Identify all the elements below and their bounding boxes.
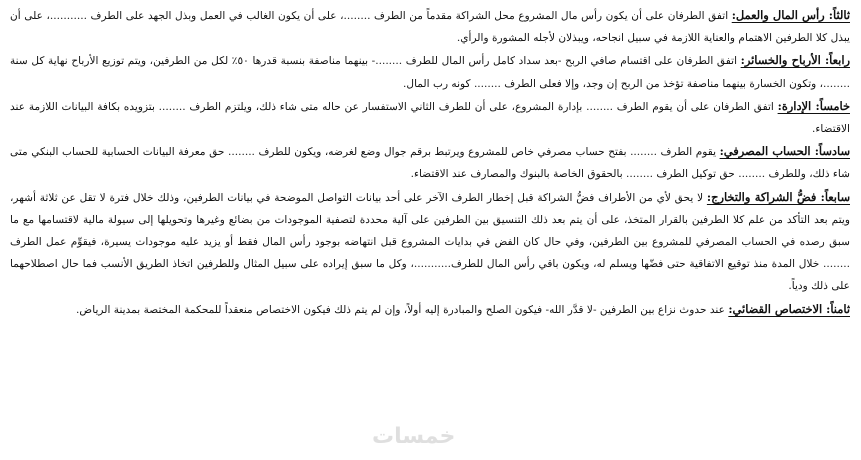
clause-profits-and-losses <box>10 49 850 94</box>
clause-heading: سابعاً: فضُّ الشراكة والتخارج: <box>706 189 850 204</box>
clause-heading: سادساً: الحساب المصرفي: <box>719 144 850 159</box>
clause-text: يقوم الطرف ........ بفتح حساب مصرفي خاص للمشروع ويرتبط برقم جوال وضع لغرضه، ويكون للطرف ........ حق معرفة البيانات الحسابية للحساب البنكي متى شاء ذلك، وللطرف ........ حق توكيل الطرف ........ بالحقوق الخاصة بالبنوك والمصارف عند الاقتضاء. <box>10 146 850 181</box>
clause-text: اتفق الطرفان على اقتسام صافي الربح -بعد سداد كامل رأس المال للطرف ........- بينهما مناصفة بنسبة قدرها ٥٠٪ لكل من الطرفين، ويتم توزيع الأرباح نهاية كل سنة ........، وتكون الخسارة بينهما مناصفة تؤخذ من الربح إن وجد، وإلا فعلى الطرف ........ كونه رب المال. <box>10 55 850 90</box>
clause-heading: رابعاً: الأرباح والخسائر: <box>740 53 850 68</box>
clause-heading: ثامناً: الاختصاص القضائي: <box>728 301 850 316</box>
clause-text: اتفق الطرفان على أن يقوم الطرف ........ بإدارة المشروع، على أن للطرف الثاني الاستفسار عن حاله متى شاء ذلك، ويلتزم الطرف ........ بتزويده بكافة البيانات اللازمة عند الاقتضاء. <box>10 100 850 136</box>
clause-capital-and-work <box>10 4 850 49</box>
clause-text: اتفق الطرفان على أن يكون رأس مال المشروع محل الشراكة مقدماً من الطرف ........، على أن يكون الغالب في العمل وبذل الجهد على الطرف ...........، على أن يبذل كلا الطرفين الاهتمام والعناية اللازمة في سبيل انجاحه، ويبذلان لأجله المشورة والرأي. <box>10 10 850 45</box>
clause-heading: ثالثاً: رأس المال والعمل: <box>731 8 850 22</box>
watermark-logo: خمسات <box>372 424 456 449</box>
clause-heading: خامساً: الإدارة: <box>777 98 850 113</box>
clause-management <box>10 95 850 140</box>
clause-bank-account <box>10 140 850 185</box>
clause-dissolution-and-exit <box>10 186 850 298</box>
contract-document <box>10 4 850 321</box>
clause-text: لا يحق لأي من الأطراف فضُّ الشراكة قبل إخطار الطرف الآخر على أحد بيانات التواصل الموضحة في بيانات الطرفين، وذلك خلال فترة لا تقل عن ثلاثة أشهر، ويتم بعد التأكد من علم كلا الطرفين بالقرار المتخذ، على أن يتم بعد ذلك التنسيق بين الطرفين على آلية محددة لتصفية الموجودات من بضائع وغيرها وتحويلها إلى سيولة مالية لاقتسامها مع ما سبق رصده في الحساب المصرفي للمشروع بين الطرفين، وفي حال كان الفض في بدايات المشروع قبل انتهاضه بوجود رأس المال فقط أو يزيد عليه موجودات يسيرة، فيقوِّم عمل الطرف ........ خلال المدة منذ توقيع الاتفاقية حتى فضّها ويسلم له، ويكون باقي رأس المال للطرف...........، وكل ما سبق إيراده على سبيل المثال وللطرفين اتخاذ الطريق الأنسب فما حال اصطلاحهما على ذلك ودياً. <box>10 191 850 293</box>
clause-text: عند حدوث نزاع بين الطرفين -لا قدَّر الله- فيكون الصلح والمبادرة إليه أولاً، وإن لم يتم ذلك فيكون الاختصاص منعقداً للمحكمة المختصة بمدينة الرياض. <box>76 303 725 316</box>
clause-jurisdiction <box>10 298 850 321</box>
